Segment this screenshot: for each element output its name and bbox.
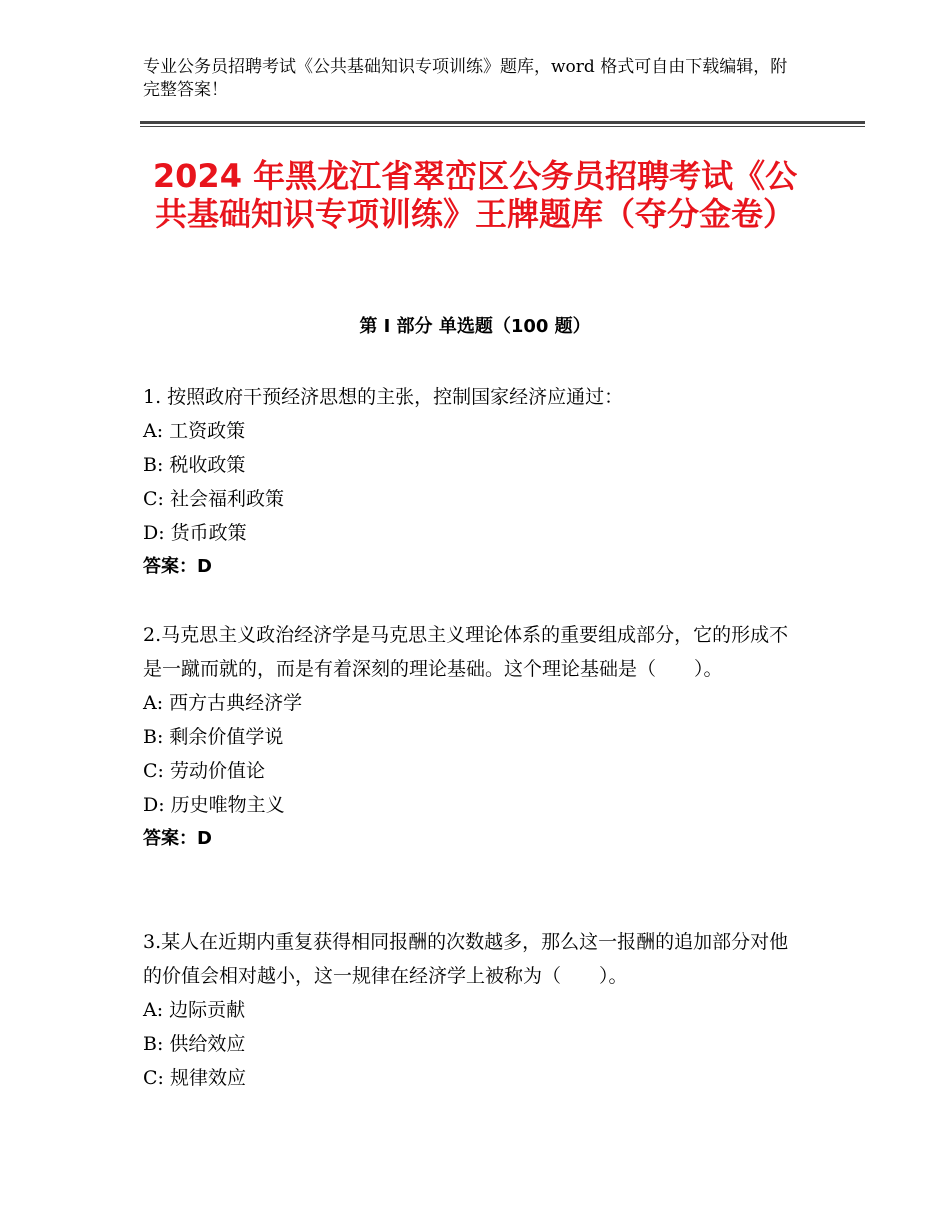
option-c: C: 规律效应 <box>143 1067 246 1089</box>
header-rule-thin <box>140 126 865 127</box>
option-a: A: 边际贡献 <box>143 999 246 1021</box>
answer-line: 答案：D <box>143 556 212 577</box>
option-b: B: 税收政策 <box>143 454 246 476</box>
question-1 <box>143 380 803 584</box>
option-b: B: 剩余价值学说 <box>143 726 284 748</box>
header-note: 专业公务员招聘考试《公共基础知识专项训练》题库，word 格式可自由下载编辑，附完整答案！ <box>143 57 788 100</box>
answer-line: 答案：D <box>143 828 212 849</box>
option-c: C: 社会福利政策 <box>143 488 284 510</box>
document-title: 2024 年黑龙江省翠峦区公务员招聘考试《公共基础知识专项训练》王牌题库（夺分金卷） <box>152 157 798 233</box>
question-3 <box>143 925 803 1095</box>
option-c: C: 劳动价值论 <box>143 760 265 782</box>
option-d: D: 货币政策 <box>143 522 247 544</box>
question-2 <box>143 618 803 856</box>
option-b: B: 供给效应 <box>143 1033 246 1055</box>
question-stem: 3.某人在近期内重复获得相同报酬的次数越多，那么这一报酬的追加部分对他的价值会相对越小，这一规律在经济学上被称为（ ）。 <box>143 931 789 987</box>
option-a: A: 工资政策 <box>143 420 246 442</box>
option-d: D: 历史唯物主义 <box>143 794 285 816</box>
question-stem: 2.马克思主义政治经济学是马克思主义理论体系的重要组成部分，它的形成不是一蹴而就的，而是有着深刻的理论基础。这个理论基础是（ ）。 <box>143 624 789 680</box>
question-stem: 1. 按照政府干预经济思想的主张，控制国家经济应通过： <box>143 386 624 408</box>
header-rule-thick <box>140 121 865 124</box>
option-a: A: 西方古典经济学 <box>143 692 303 714</box>
section-heading: 第 I 部分 单选题（100 题） <box>359 316 591 337</box>
